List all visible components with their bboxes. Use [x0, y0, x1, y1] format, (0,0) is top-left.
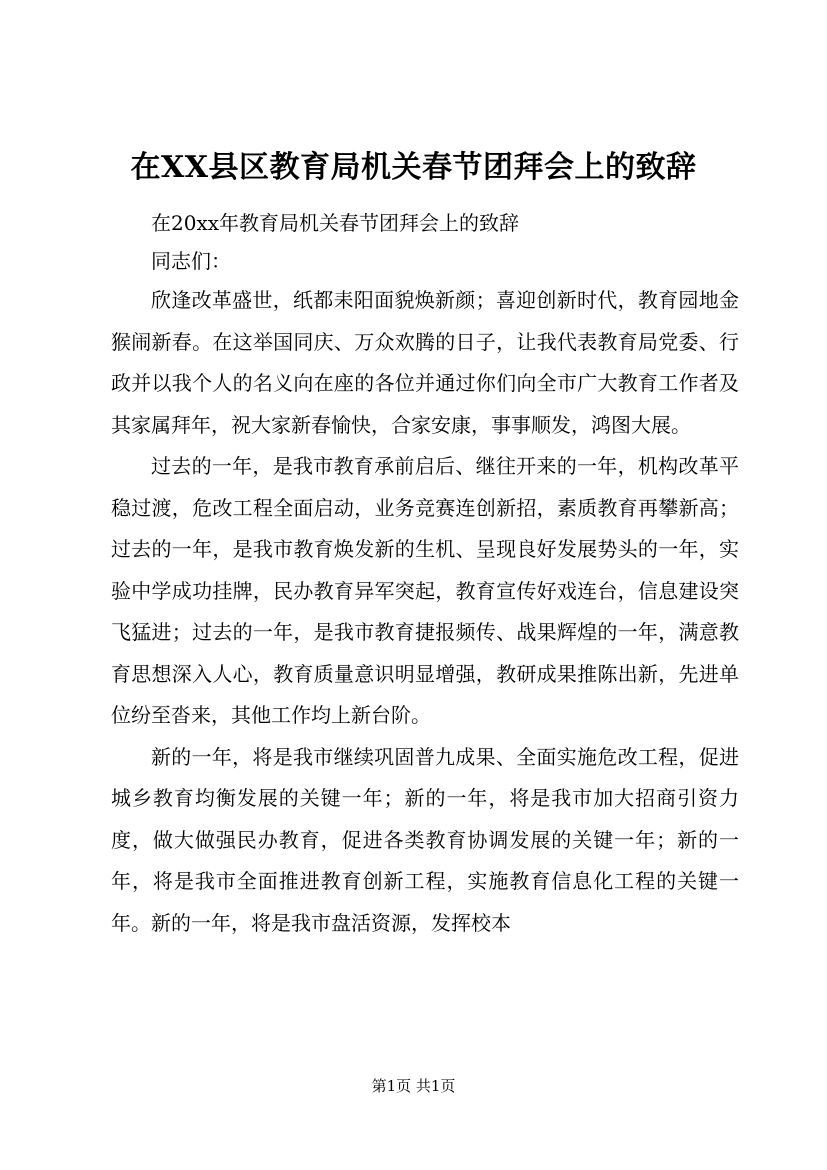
- paragraph-past-year: 过去的一年，是我市教育承前启后、继往开来的一年，机构改革平稳过渡，危改工程全面启动，业务竞赛连创新招，素质教育再攀新高；过去的一年，是我市教育焕发新的生机、呈现良好发展势头的一年，实验中学成功挂牌，民办教育异军突起，教育宣传好戏连台，信息建设突飞猛进；过去的一年，是我市教育捷报频传、战果辉煌的一年，满意教育思想深入人心，教育质量意识明显增强，教研成果推陈出新，先进单位纷至沓来，其他工作均上新台阶。: [111, 454, 739, 727]
- document-body: [111, 204, 739, 944]
- page-number-footer: 第1页 共1页: [371, 1077, 456, 1095]
- paragraph-new-year: 新的一年，将是我市继续巩固普九成果、全面实施危改工程，促进城乡教育均衡发展的关键一年；新的一年，将是我市加大招商引资力度，做大做强民办教育，促进各类教育协调发展的关键一年；新的一年，将是我市全面推进教育创新工程，实施教育信息化工程的关键一年。新的一年，将是我市盘活资源，发挥校本: [111, 744, 739, 935]
- document-title: 在XX县区教育局机关春节团拜会上的致辞: [130, 150, 697, 185]
- paragraph-subtitle: 在20xx年教育局机关春节团拜会上的致辞: [151, 211, 520, 235]
- paragraph-greeting: 欣逢改革盛世，纸都耒阳面貌焕新颜；喜迎创新时代，教育园地金猴闹新春。在这举国同庆、万众欢腾的日子，让我代表教育局党委、行政并以我个人的名义向在座的各位并通过你们向全市广大教育工作者及其家属拜年，祝大家新春愉快，合家安康，事事顺发，鸿图大展。: [111, 288, 739, 437]
- paragraph-salutation: 同志们：: [151, 249, 231, 273]
